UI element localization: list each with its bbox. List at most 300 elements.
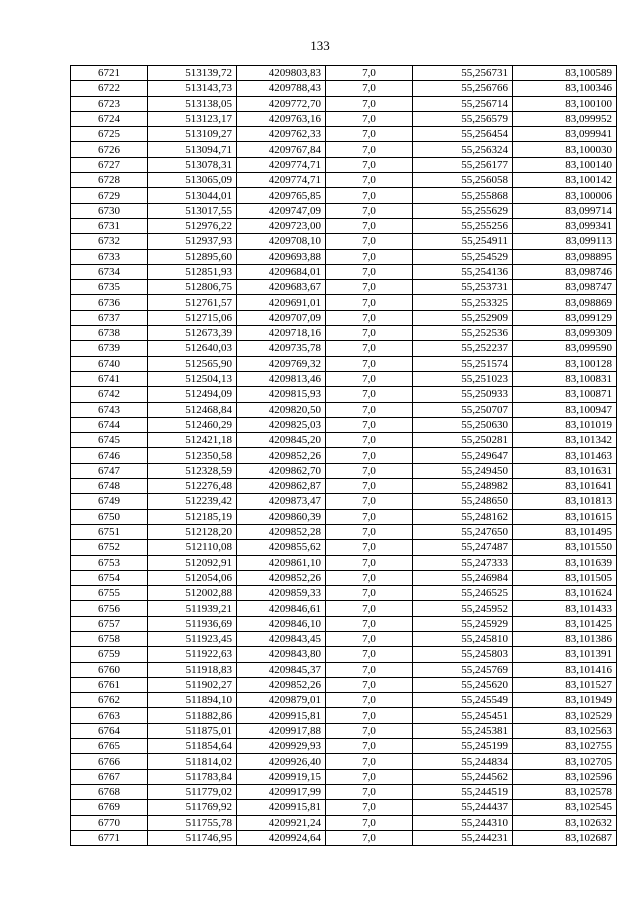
y-coordinate-cell: 4209915,81 [237, 800, 326, 815]
longitude-cell: 83,100030 [513, 142, 617, 157]
table-row [71, 479, 617, 494]
point-number-cell: 6756 [71, 601, 148, 616]
longitude-cell: 83,102596 [513, 769, 617, 784]
point-number-cell: 6739 [71, 341, 148, 356]
latitude-cell: 55,244231 [413, 830, 513, 845]
x-coordinate-cell: 512895,60 [148, 249, 237, 264]
table-row [71, 708, 617, 723]
latitude-cell: 55,254911 [413, 234, 513, 249]
height-cell: 7,0 [326, 616, 413, 631]
point-number-cell: 6733 [71, 249, 148, 264]
x-coordinate-cell: 511779,02 [148, 784, 237, 799]
longitude-cell: 83,101505 [513, 570, 617, 585]
y-coordinate-cell: 4209924,64 [237, 830, 326, 845]
latitude-cell: 55,244437 [413, 800, 513, 815]
latitude-cell: 55,256454 [413, 127, 513, 142]
y-coordinate-cell: 4209762,33 [237, 127, 326, 142]
table-row [71, 234, 617, 249]
x-coordinate-cell: 512640,03 [148, 341, 237, 356]
x-coordinate-cell: 512350,58 [148, 448, 237, 463]
table-row [71, 310, 617, 325]
y-coordinate-cell: 4209774,71 [237, 173, 326, 188]
table-row [71, 540, 617, 555]
table-row [71, 830, 617, 845]
height-cell: 7,0 [326, 494, 413, 509]
y-coordinate-cell: 4209693,88 [237, 249, 326, 264]
latitude-cell: 55,249647 [413, 448, 513, 463]
longitude-cell: 83,102755 [513, 739, 617, 754]
y-coordinate-cell: 4209926,40 [237, 754, 326, 769]
height-cell: 7,0 [326, 81, 413, 96]
height-cell: 7,0 [326, 371, 413, 386]
longitude-cell: 83,101641 [513, 479, 617, 494]
page-number: 133 [310, 38, 330, 53]
longitude-cell: 83,098746 [513, 264, 617, 279]
latitude-cell: 55,245381 [413, 723, 513, 738]
latitude-cell: 55,245549 [413, 693, 513, 708]
latitude-cell: 55,246984 [413, 570, 513, 585]
longitude-cell: 83,100100 [513, 96, 617, 111]
x-coordinate-cell: 512937,93 [148, 234, 237, 249]
longitude-cell: 83,101425 [513, 616, 617, 631]
latitude-cell: 55,253325 [413, 295, 513, 310]
x-coordinate-cell: 512851,93 [148, 264, 237, 279]
y-coordinate-cell: 4209813,46 [237, 371, 326, 386]
longitude-cell: 83,098747 [513, 280, 617, 295]
y-coordinate-cell: 4209915,81 [237, 708, 326, 723]
y-coordinate-cell: 4209879,01 [237, 693, 326, 708]
x-coordinate-cell: 511783,84 [148, 769, 237, 784]
coordinates-table-body [71, 66, 617, 846]
height-cell: 7,0 [326, 111, 413, 126]
longitude-cell: 83,100831 [513, 371, 617, 386]
y-coordinate-cell: 4209684,01 [237, 264, 326, 279]
y-coordinate-cell: 4209921,24 [237, 815, 326, 830]
x-coordinate-cell: 512054,06 [148, 570, 237, 585]
longitude-cell: 83,102632 [513, 815, 617, 830]
y-coordinate-cell: 4209873,47 [237, 494, 326, 509]
table-row [71, 173, 617, 188]
x-coordinate-cell: 512673,39 [148, 326, 237, 341]
longitude-cell: 83,100006 [513, 188, 617, 203]
table-row [71, 448, 617, 463]
x-coordinate-cell: 513044,01 [148, 188, 237, 203]
latitude-cell: 55,256731 [413, 66, 513, 81]
point-number-cell: 6737 [71, 310, 148, 325]
height-cell: 7,0 [326, 173, 413, 188]
x-coordinate-cell: 512128,20 [148, 524, 237, 539]
height-cell: 7,0 [326, 540, 413, 555]
x-coordinate-cell: 512276,48 [148, 479, 237, 494]
table-row [71, 371, 617, 386]
x-coordinate-cell: 512239,42 [148, 494, 237, 509]
x-coordinate-cell: 511769,92 [148, 800, 237, 815]
point-number-cell: 6738 [71, 326, 148, 341]
longitude-cell: 83,100140 [513, 157, 617, 172]
y-coordinate-cell: 4209769,32 [237, 356, 326, 371]
point-number-cell: 6759 [71, 647, 148, 662]
point-number-cell: 6732 [71, 234, 148, 249]
height-cell: 7,0 [326, 570, 413, 585]
y-coordinate-cell: 4209772,70 [237, 96, 326, 111]
longitude-cell: 83,100589 [513, 66, 617, 81]
x-coordinate-cell: 511755,78 [148, 815, 237, 830]
y-coordinate-cell: 4209843,80 [237, 647, 326, 662]
longitude-cell: 83,101019 [513, 417, 617, 432]
height-cell: 7,0 [326, 310, 413, 325]
longitude-cell: 83,100142 [513, 173, 617, 188]
longitude-cell: 83,100346 [513, 81, 617, 96]
table-row [71, 264, 617, 279]
x-coordinate-cell: 513139,72 [148, 66, 237, 81]
table-row [71, 524, 617, 539]
latitude-cell: 55,256579 [413, 111, 513, 126]
height-cell: 7,0 [326, 479, 413, 494]
x-coordinate-cell: 512110,08 [148, 540, 237, 555]
latitude-cell: 55,247487 [413, 540, 513, 555]
table-row [71, 754, 617, 769]
x-coordinate-cell: 512976,22 [148, 218, 237, 233]
longitude-cell: 83,099590 [513, 341, 617, 356]
point-number-cell: 6735 [71, 280, 148, 295]
height-cell: 7,0 [326, 66, 413, 81]
point-number-cell: 6764 [71, 723, 148, 738]
longitude-cell: 83,102705 [513, 754, 617, 769]
point-number-cell: 6761 [71, 677, 148, 692]
latitude-cell: 55,253731 [413, 280, 513, 295]
point-number-cell: 6753 [71, 555, 148, 570]
height-cell: 7,0 [326, 662, 413, 677]
latitude-cell: 55,245451 [413, 708, 513, 723]
point-number-cell: 6740 [71, 356, 148, 371]
point-number-cell: 6721 [71, 66, 148, 81]
y-coordinate-cell: 4209862,70 [237, 463, 326, 478]
latitude-cell: 55,250630 [413, 417, 513, 432]
longitude-cell: 83,098869 [513, 295, 617, 310]
latitude-cell: 55,256714 [413, 96, 513, 111]
height-cell: 7,0 [326, 830, 413, 845]
latitude-cell: 55,256177 [413, 157, 513, 172]
y-coordinate-cell: 4209723,00 [237, 218, 326, 233]
point-number-cell: 6747 [71, 463, 148, 478]
point-number-cell: 6741 [71, 371, 148, 386]
x-coordinate-cell: 512328,59 [148, 463, 237, 478]
table-row [71, 509, 617, 524]
x-coordinate-cell: 511936,69 [148, 616, 237, 631]
y-coordinate-cell: 4209917,88 [237, 723, 326, 738]
latitude-cell: 55,244519 [413, 784, 513, 799]
latitude-cell: 55,247333 [413, 555, 513, 570]
y-coordinate-cell: 4209852,26 [237, 677, 326, 692]
longitude-cell: 83,099952 [513, 111, 617, 126]
x-coordinate-cell: 512494,09 [148, 387, 237, 402]
height-cell: 7,0 [326, 249, 413, 264]
height-cell: 7,0 [326, 815, 413, 830]
height-cell: 7,0 [326, 142, 413, 157]
table-row [71, 280, 617, 295]
longitude-cell: 83,102545 [513, 800, 617, 815]
x-coordinate-cell: 511746,95 [148, 830, 237, 845]
y-coordinate-cell: 4209852,26 [237, 448, 326, 463]
latitude-cell: 55,245199 [413, 739, 513, 754]
x-coordinate-cell: 511875,01 [148, 723, 237, 738]
coordinates-table [70, 65, 617, 846]
table-row [71, 127, 617, 142]
table-row [71, 433, 617, 448]
y-coordinate-cell: 4209718,16 [237, 326, 326, 341]
latitude-cell: 55,244310 [413, 815, 513, 830]
longitude-cell: 83,102529 [513, 708, 617, 723]
y-coordinate-cell: 4209815,93 [237, 387, 326, 402]
longitude-cell: 83,099341 [513, 218, 617, 233]
height-cell: 7,0 [326, 647, 413, 662]
y-coordinate-cell: 4209845,20 [237, 433, 326, 448]
x-coordinate-cell: 511922,63 [148, 647, 237, 662]
point-number-cell: 6744 [71, 417, 148, 432]
longitude-cell: 83,099714 [513, 203, 617, 218]
longitude-cell: 83,102563 [513, 723, 617, 738]
table-row [71, 616, 617, 631]
point-number-cell: 6724 [71, 111, 148, 126]
height-cell: 7,0 [326, 264, 413, 279]
point-number-cell: 6743 [71, 402, 148, 417]
point-number-cell: 6760 [71, 662, 148, 677]
latitude-cell: 55,256766 [413, 81, 513, 96]
y-coordinate-cell: 4209861,10 [237, 555, 326, 570]
latitude-cell: 55,248982 [413, 479, 513, 494]
y-coordinate-cell: 4209860,39 [237, 509, 326, 524]
y-coordinate-cell: 4209803,83 [237, 66, 326, 81]
point-number-cell: 6749 [71, 494, 148, 509]
point-number-cell: 6754 [71, 570, 148, 585]
point-number-cell: 6730 [71, 203, 148, 218]
latitude-cell: 55,246525 [413, 586, 513, 601]
x-coordinate-cell: 511894,10 [148, 693, 237, 708]
latitude-cell: 55,244834 [413, 754, 513, 769]
latitude-cell: 55,254529 [413, 249, 513, 264]
height-cell: 7,0 [326, 417, 413, 432]
latitude-cell: 55,252536 [413, 326, 513, 341]
latitude-cell: 55,245929 [413, 616, 513, 631]
latitude-cell: 55,245769 [413, 662, 513, 677]
point-number-cell: 6750 [71, 509, 148, 524]
table-row [71, 739, 617, 754]
longitude-cell: 83,101527 [513, 677, 617, 692]
longitude-cell: 83,101550 [513, 540, 617, 555]
x-coordinate-cell: 511882,86 [148, 708, 237, 723]
height-cell: 7,0 [326, 800, 413, 815]
height-cell: 7,0 [326, 448, 413, 463]
table-row [71, 555, 617, 570]
x-coordinate-cell: 513078,31 [148, 157, 237, 172]
point-number-cell: 6725 [71, 127, 148, 142]
height-cell: 7,0 [326, 356, 413, 371]
point-number-cell: 6771 [71, 830, 148, 845]
longitude-cell: 83,100947 [513, 402, 617, 417]
y-coordinate-cell: 4209747,09 [237, 203, 326, 218]
table-row [71, 815, 617, 830]
height-cell: 7,0 [326, 739, 413, 754]
height-cell: 7,0 [326, 723, 413, 738]
latitude-cell: 55,247650 [413, 524, 513, 539]
y-coordinate-cell: 4209859,33 [237, 586, 326, 601]
table-row [71, 66, 617, 81]
x-coordinate-cell: 512002,88 [148, 586, 237, 601]
table-row [71, 387, 617, 402]
x-coordinate-cell: 512806,75 [148, 280, 237, 295]
latitude-cell: 55,255629 [413, 203, 513, 218]
longitude-cell: 83,101342 [513, 433, 617, 448]
height-cell: 7,0 [326, 555, 413, 570]
longitude-cell: 83,099129 [513, 310, 617, 325]
y-coordinate-cell: 4209845,37 [237, 662, 326, 677]
latitude-cell: 55,245620 [413, 677, 513, 692]
table-row [71, 249, 617, 264]
latitude-cell: 55,250707 [413, 402, 513, 417]
table-row [71, 723, 617, 738]
x-coordinate-cell: 513017,55 [148, 203, 237, 218]
x-coordinate-cell: 512185,19 [148, 509, 237, 524]
longitude-cell: 83,101495 [513, 524, 617, 539]
longitude-cell: 83,098895 [513, 249, 617, 264]
table-row [71, 784, 617, 799]
point-number-cell: 6727 [71, 157, 148, 172]
height-cell: 7,0 [326, 341, 413, 356]
longitude-cell: 83,101631 [513, 463, 617, 478]
point-number-cell: 6757 [71, 616, 148, 631]
table-row [71, 96, 617, 111]
point-number-cell: 6763 [71, 708, 148, 723]
point-number-cell: 6736 [71, 295, 148, 310]
x-coordinate-cell: 511854,64 [148, 739, 237, 754]
latitude-cell: 55,256324 [413, 142, 513, 157]
height-cell: 7,0 [326, 157, 413, 172]
latitude-cell: 55,251574 [413, 356, 513, 371]
table-row [71, 203, 617, 218]
x-coordinate-cell: 513109,27 [148, 127, 237, 142]
latitude-cell: 55,255868 [413, 188, 513, 203]
latitude-cell: 55,250281 [413, 433, 513, 448]
latitude-cell: 55,252909 [413, 310, 513, 325]
longitude-cell: 83,101433 [513, 601, 617, 616]
x-coordinate-cell: 512715,06 [148, 310, 237, 325]
table-row [71, 800, 617, 815]
point-number-cell: 6729 [71, 188, 148, 203]
height-cell: 7,0 [326, 234, 413, 249]
y-coordinate-cell: 4209852,26 [237, 570, 326, 585]
point-number-cell: 6746 [71, 448, 148, 463]
height-cell: 7,0 [326, 631, 413, 646]
table-row [71, 81, 617, 96]
height-cell: 7,0 [326, 524, 413, 539]
y-coordinate-cell: 4209735,78 [237, 341, 326, 356]
point-number-cell: 6758 [71, 631, 148, 646]
height-cell: 7,0 [326, 203, 413, 218]
y-coordinate-cell: 4209691,01 [237, 295, 326, 310]
height-cell: 7,0 [326, 708, 413, 723]
y-coordinate-cell: 4209919,15 [237, 769, 326, 784]
height-cell: 7,0 [326, 509, 413, 524]
point-number-cell: 6728 [71, 173, 148, 188]
table-row [71, 295, 617, 310]
x-coordinate-cell: 511814,02 [148, 754, 237, 769]
latitude-cell: 55,249450 [413, 463, 513, 478]
table-row [71, 326, 617, 341]
table-row [71, 693, 617, 708]
y-coordinate-cell: 4209843,45 [237, 631, 326, 646]
point-number-cell: 6745 [71, 433, 148, 448]
x-coordinate-cell: 513094,71 [148, 142, 237, 157]
y-coordinate-cell: 4209846,61 [237, 601, 326, 616]
x-coordinate-cell: 511923,45 [148, 631, 237, 646]
x-coordinate-cell: 513123,17 [148, 111, 237, 126]
y-coordinate-cell: 4209862,87 [237, 479, 326, 494]
height-cell: 7,0 [326, 127, 413, 142]
height-cell: 7,0 [326, 280, 413, 295]
point-number-cell: 6762 [71, 693, 148, 708]
height-cell: 7,0 [326, 402, 413, 417]
x-coordinate-cell: 511918,83 [148, 662, 237, 677]
height-cell: 7,0 [326, 586, 413, 601]
latitude-cell: 55,252237 [413, 341, 513, 356]
y-coordinate-cell: 4209825,03 [237, 417, 326, 432]
point-number-cell: 6768 [71, 784, 148, 799]
latitude-cell: 55,245803 [413, 647, 513, 662]
x-coordinate-cell: 512468,84 [148, 402, 237, 417]
x-coordinate-cell: 512460,29 [148, 417, 237, 432]
table-row [71, 188, 617, 203]
y-coordinate-cell: 4209852,28 [237, 524, 326, 539]
point-number-cell: 6770 [71, 815, 148, 830]
table-row [71, 662, 617, 677]
latitude-cell: 55,254136 [413, 264, 513, 279]
x-coordinate-cell: 512504,13 [148, 371, 237, 386]
x-coordinate-cell: 513138,05 [148, 96, 237, 111]
x-coordinate-cell: 512421,18 [148, 433, 237, 448]
latitude-cell: 55,244562 [413, 769, 513, 784]
height-cell: 7,0 [326, 295, 413, 310]
height-cell: 7,0 [326, 601, 413, 616]
longitude-cell: 83,102687 [513, 830, 617, 845]
table-row [71, 601, 617, 616]
x-coordinate-cell: 512761,57 [148, 295, 237, 310]
point-number-cell: 6766 [71, 754, 148, 769]
point-number-cell: 6767 [71, 769, 148, 784]
height-cell: 7,0 [326, 769, 413, 784]
height-cell: 7,0 [326, 754, 413, 769]
longitude-cell: 83,101949 [513, 693, 617, 708]
longitude-cell: 83,101624 [513, 586, 617, 601]
height-cell: 7,0 [326, 693, 413, 708]
y-coordinate-cell: 4209708,10 [237, 234, 326, 249]
longitude-cell: 83,099941 [513, 127, 617, 142]
point-number-cell: 6723 [71, 96, 148, 111]
x-coordinate-cell: 511902,27 [148, 677, 237, 692]
point-number-cell: 6751 [71, 524, 148, 539]
y-coordinate-cell: 4209767,84 [237, 142, 326, 157]
latitude-cell: 55,248162 [413, 509, 513, 524]
latitude-cell: 55,245952 [413, 601, 513, 616]
point-number-cell: 6755 [71, 586, 148, 601]
point-number-cell: 6752 [71, 540, 148, 555]
height-cell: 7,0 [326, 463, 413, 478]
y-coordinate-cell: 4209763,16 [237, 111, 326, 126]
x-coordinate-cell: 513065,09 [148, 173, 237, 188]
y-coordinate-cell: 4209929,93 [237, 739, 326, 754]
longitude-cell: 83,101813 [513, 494, 617, 509]
height-cell: 7,0 [326, 188, 413, 203]
y-coordinate-cell: 4209683,67 [237, 280, 326, 295]
